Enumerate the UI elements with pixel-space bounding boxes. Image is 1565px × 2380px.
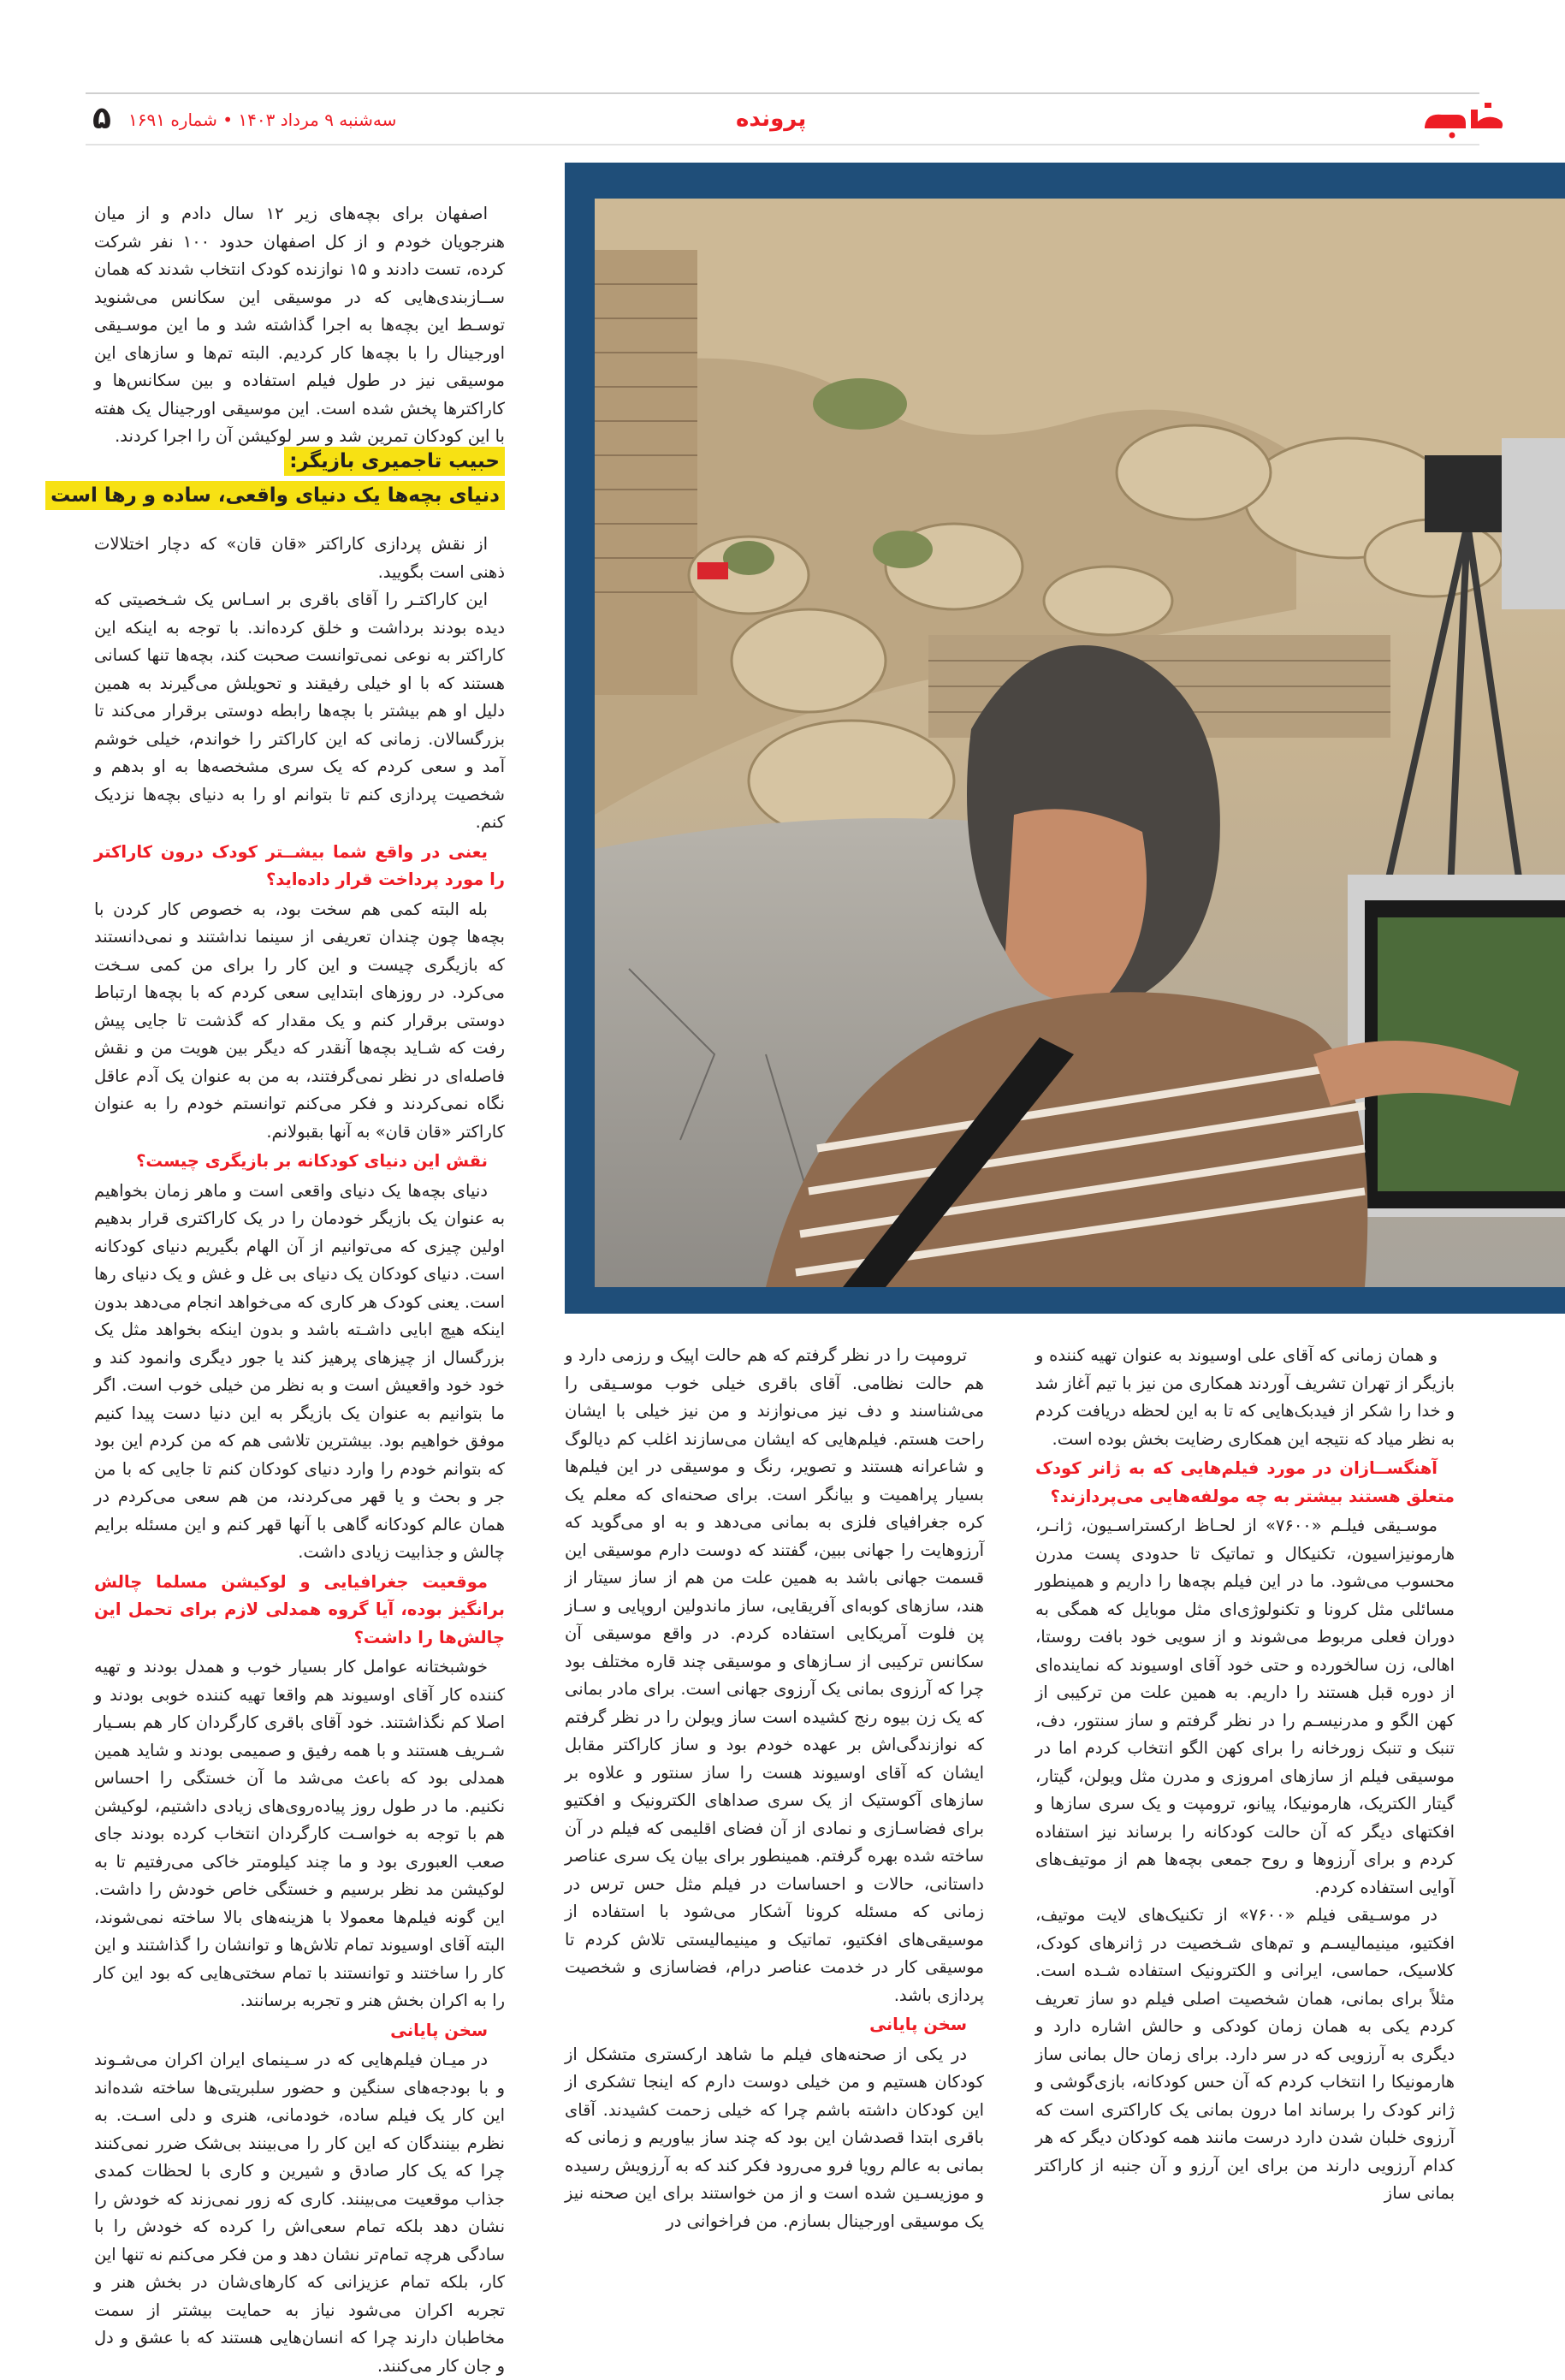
issue-date: سه‌شنبه ۹ مرداد ۱۴۰۳ • شماره ۱۶۹۱	[128, 110, 397, 130]
subheading: سخن پایانی	[869, 2015, 967, 2034]
paragraph: این کاراکتـر را آقای باقری بر اسـاس یک شـخصیتی که دیده بودند برداشت و خلق کرده‌اند. با توجه به اینکه این کاراکتر به نوعی نمی‌توانست صحبت کند، بچه‌ها تنها کسانی هستند که با او خیلی رفیقند و تحویلش می‌گیرند به همین دلیل او هم بیشتر با بچه‌ها رابطه دوستی برقرار می‌کند تا بزرگسالان. زمانی که این کاراکتر را خواندم، خیلی خوشم آمد و سعی کردم که یک سری مشخصه‌ها به او بدهم و شخصیت‌ پردازی کنم تا بتوانم او را به دنیای بچه‌ها نزدیک کنم.	[94, 590, 505, 832]
headline-line-2: دنیای بچه‌ها یک دنیای واقعی، ساده و رها است	[45, 481, 505, 510]
paragraph: بله البته کمی هم سخت بود، به خصوص کار کردن با بچه‌ها چون چندان تعریفی از سینما نداشتند و نمی‌دانستند که بازیگری چیست و این کار را برای من کمی سـخت می‌کرد. در روزهای ابتدایی سعی کردم که با بچه‌ها ارتباط دوستی برقرار کنم و یک مقدار که گذشت تا جایی پیش رفت که شـاید بچه‌ها آنقدر که دیگر بین هویت من و نقش فاصله‌ای در نظر نمی‌گرفتند، به من به عنوان یک آدم عاقل نگاه نمی‌کردند و فکر می‌کنم توانستم خودم را به عنوان کاراکتر «قان قان» به آنها بقبولانم.	[94, 899, 505, 1142]
column-bottom-left	[565, 1342, 984, 2235]
section-title: پرونده	[736, 106, 807, 132]
question: آهنگســازان در مورد فیلم‌هایی که به ژانر کودک متعلق هستند بیشتر به چه مولفه‌هایی می‌پردازند؟	[1035, 1458, 1455, 1506]
paragraph: در میـان فیلم‌هایی که در سـینمای ایران اکران می‌شـوند و با بودجه‌های سنگین و حضور سلبریتی‌ها ساخته شده‌اند این کار یک فیلم ساده، خودمانی، هنری و دلی اسـت. به نظرم بینندگان که این کار را می‌بینند بی‌شک ضرر نمی‌کنند چرا که یک کار صادق و شیرین و کاری با لحظات کمدی جذاب موقعیت می‌بینند. کاری که زور نمی‌زند که خودش را نشان دهد بلکه تمام سعی‌اش را کرده که خودش را با سادگی هرچه تمام‌تر نشان دهد و من فکر می‌کنم نه تنها این کار، بلکه تمام عزیزانی که کارهای‌شان در بخش هنر و تجربه اکران می‌شود نیاز به حمایت بیشتر از سمت مخاطبان دارند چرا که انسان‌هایی هستند که با عشق و دل و جان کار می‌کنند.	[94, 2050, 505, 2376]
paragraph: ترومپت را در نظر گرفتم که هم حالت اپیک و رزمی دارد و هم حالت نظامی. آقای باقری خیلی خوب موسـیقی را می‌شناسند و دف نیز می‌نوازند و من نیز خیلی با ایشان راحت هستم. فیلم‌هایی که ایشان می‌سازند اغلب کم دیالوگ و شاعرانه هستند و تصویر، رنگ و موسیقی در این فیلم‌ها بسیار پراهمیت و بیانگر است. برای صحنه‌ای که معلم یک کره جغرافیای فلزی به بمانی می‌دهد و به او می‌گوید که آرزوهایت را جهانی ببین، گفتند که دوست دارم موسیقی این قسمت جهانی باشد به همین علت من هم از ساز سیتار از هند، سازهای کوبه‌ای آفریقایی، ساز ماندولین اروپایی و سـاز پن فلوت آمریکایی استفاده کردم. در واقع موسیقی آن سکانس ترکیبی از سـازهای و موسیقی چند قاره مختلف بود چرا که آرزوی بمانی یک آرزوی جهانی است. برای مادر بمانی که یک زن بیوه رنج کشیده است ساز ویولن را در نظر گرفتم که نوازندگی‌اش بر عهده خودم بود و ساز کاراکتر مقابل ایشان که آقای اوسیوند هست را ساز سنتور و علاوه بر سازهای آکوستیک از یک سری صداهای الکترونیک و افکتیو برای فضاسـازی و نمادی از آن فضای اقلیمی که فیلم در آن ساخته شده بهره گرفتم. همینطور برای بیان یک سری عناصر داستانی، حالات و احساسات در فیلم مثل حس ترس در زمانی که مسئله کرونا آشکار می‌شود با استفاده از موسیقی‌های افکتیو، تماتیک و مینیمالیستی تلاش کردم تا موسیقی کار در خدمت عناصر درام، فضاسازی و شخصیت پردازی باشد.	[565, 1345, 984, 2005]
headline-line-1: حبیب تاجمیری بازیگر:	[284, 447, 505, 476]
header-rule-bottom	[86, 144, 1479, 145]
paragraph: در موسـیقی فیلم «۷۶۰۰» از تکنیک‌های لایت موتیف، افکتیو، مینیمالیسـم و تم‌های شـخصیت در ژانرهای کودک، کلاسیک، حماسی، ایرانی و الکترونیک استفاده شـده است. مثلاً برای بمانی، همان شخصیت اصلی فیلم دو ساز تعریف کردم یکی به همان زمان کودکی و حالش اشاره دارد و دیگری به آرزویی که در سر دارد. برای زمان حال بمانی ساز هارمونیکا را انتخاب کردم که آن حس کودکانه، بازی‌گوشی و ژانر کودک را برساند اما درون بمانی یک کاراکتری است که آرزوی خلبان شدن دارد درست مانند همه کودکان دیگر که هر کدام آرزویی دارند من برای این آرزو و آن جنبه از کاراکتر بمانی ساز	[1035, 1905, 1455, 2203]
paragraph: موسـیقی فیلـم «۷۶۰۰» از لحـاظ ارکستراسـیون، ژانـر، هارمونیزاسیون، تکنیکال و تماتیک تا حدودی پست مدرن محسوب می‌شود. ما در این فیلم بچه‌ها را داریم و همینطور مسائلی مثل کرونا و تکنولوژی‌ای مثل موبایل که همگی به دوران فعلی مربوط می‌شوند و از سویی خود بافت روستا، اهالی، زن سالخورده و حتی خود آقای اوسیوند که نماینده‌ای از دوره قبل هستند را داریم. به همین علت من ترکیبی از کهن الگو و مدرنیسـم را در نظر گرفتم و ساز سنتور، دف، تنبک و تنبک زورخانه را برای کهن الگو انتخاب کردم اما در موسیقی فیلم از سازهای امروزی و مدرن مثل ویولن، گیتار، گیتار الکتریک، هارمونیکا، پیانو، ترومپت و یک سری سازها و افکتهای دیگر که آن حالت کودکانه را برساند نیز استفاده کردم و برای آرزوها و روح جمعی بچه‌ها هم از موتیف‌های آوایی استفاده کردم.	[1035, 1516, 1455, 1897]
question: یعنی در واقع شما بیشــتر کودک درون کاراکتر را مورد پرداخت قرار داده‌اید؟	[94, 841, 505, 889]
film-set-photo	[595, 199, 1565, 1287]
paragraph: در یکی از صحنه‌های فیلم ما شاهد ارکستری متشکل از کودکان هستیم و من خیلی دوست دارم که اینجا تشکری از این کودکان داشته باشم چرا که خیلی زحمت کشیدند. آقای باقری ابتدا قصدشان این بود که چند ساز بیاوریم و زمانی که بمانی به عالم رویا فرو می‌رود فکر کند که به آرزویش رسیده و موزیسـین شده است و از من خواستند برای این صحنه نیز یک موسیقی اورجینال بسازم. من فراخوانی در	[565, 2044, 984, 2231]
paragraph: اصفهان برای بچه‌های زیر ۱۲ سال دادم و از میان هنرجویان خودم و از کل اصفهان حدود ۱۰۰ نفر شرکت کرده، تست دادند و ۱۵ نوازنده کودک انتخاب شدند که همان ســازبندی‌هایی که در موسیقی این سکانس می‌شنوید توسـط این بچه‌ها به اجرا گذاشته شد و ما این موسـیقی اورجینال را با بچه‌ها کار کردیم. البته تم‌ها و سازهای این موسیقی نیز در طول فیلم استفاده و بین سکانس‌ها و کاراکترها پخش شده است. این موسیقی اورجینال یک هفته با این کودکان تمرین شد و سر لوکیشن آن را اجرا کردند.	[94, 204, 505, 446]
header-rule	[86, 92, 1479, 94]
page-number: ۵	[92, 101, 111, 136]
paragraph: دنیای بچه‌ها یک دنیای واقعی است و ماهر زمان بخواهیم به عنوان یک بازیگر خودمان را در یک کاراکتری قرار بدهیم اولین چیزی که می‌توانیم از آن الهام بگیریم دنیای کودکانه است. دنیای کودکان یک دنیای بی غل و غش و یک دنیای رها است. یعنی کودک هر کاری که می‌خواهد انجام می‌دهد بدون اینکه هیچ ابایی داشـته باشد و بدون اینکه بخواهد مثل یک بزرگسال از چیزهای پرهیز کند یا جور دیگری وانمود کند و خود خود واقعیش است و به نظر من خیلی خوب است. اگر ما بتوانیم به عنوان یک بازیگر به این دنیا دست پیدا کنیم موفق خواهیم بود. بیشترین تلاشی هم که من کردم این بود که بتوانم خودم را وارد دنیای کودکان کنم تا جایی که با من جر و بحث و یا قهر می‌کردند، من هم سعی می‌کردم در همان عالم کودکانه گاهی با آنها قهر کنم و این مسئله برایم چالش و جذابیت زیادی داشت.	[94, 1180, 505, 1562]
interview-headline	[45, 447, 505, 515]
paragraph: و همان زمانی که آقای علی اوسیوند به عنوان تهیه کننده و بازیگر از تهران تشریف آوردند همکاری من نیز با تیم آغاز شد و خدا را شکر از فیدبک‌هایی که تا به این لحظه دریافت کردم به نظر میاد که نتیجه این همکاری رضایت بخش بوده است.	[1035, 1345, 1455, 1449]
paragraph: خوشبختانه عوامل کار بسیار خوب و همدل بودند و تهیه کننده کار آقای اوسیوند هم واقعا تهیه کننده خوبی بودند و اصلا کم نگذاشتند. خود آقای باقری کارگردان کار هم بسـیار شـریف هستند و با همه رفیق و صمیمی بودند و شاید همین همدلی بود که باعث می‌شد ما آن خستگی را احساس نکنیم. ما در طول روز پیاده‌روی‌های زیادی داشتیم، لوکیشن هم با توجه به خواسـت کارگردان انتخاب کرده بودند جای صعب العبوری بود و ما چند کیلومتر خاکی می‌رفتیم تا به لوکیشن مد نظر برسیم و خستگی خاص خودش را داشت. این گونه فیلم‌ها معمولا با هزینه‌های بالا ساخته نمی‌شوند، البته آقای اوسیوند تمام تلاش‌ها و توانشان را گذاشتند و این کار را ساختند و توانستند با تمام سختی‌هایی که بود این کار را به اکران بخش هنر و تجربه برسانند.	[94, 1657, 505, 2010]
column-bottom-right	[1035, 1342, 1455, 2208]
column-right-top	[94, 200, 505, 451]
paragraph: از نقش پردازی کاراکتر «قان قان» که دچار اختلالات ذهنی است بگویید.	[94, 534, 505, 582]
subheading: سخن پایانی	[390, 2020, 488, 2040]
page-header	[0, 0, 1565, 137]
column-right	[94, 531, 505, 2380]
saba-logo-icon	[1418, 94, 1512, 145]
question: موقعیت جغرافیایی و لوکیشن مسلما چالش برانگیز بوده، آیا گروه همدلی لازم برای تحمل این چالش‌ها را داشت؟	[94, 1571, 505, 1647]
question: نقش این دنیای کودکانه بر بازیگری چیست؟	[136, 1151, 488, 1171]
